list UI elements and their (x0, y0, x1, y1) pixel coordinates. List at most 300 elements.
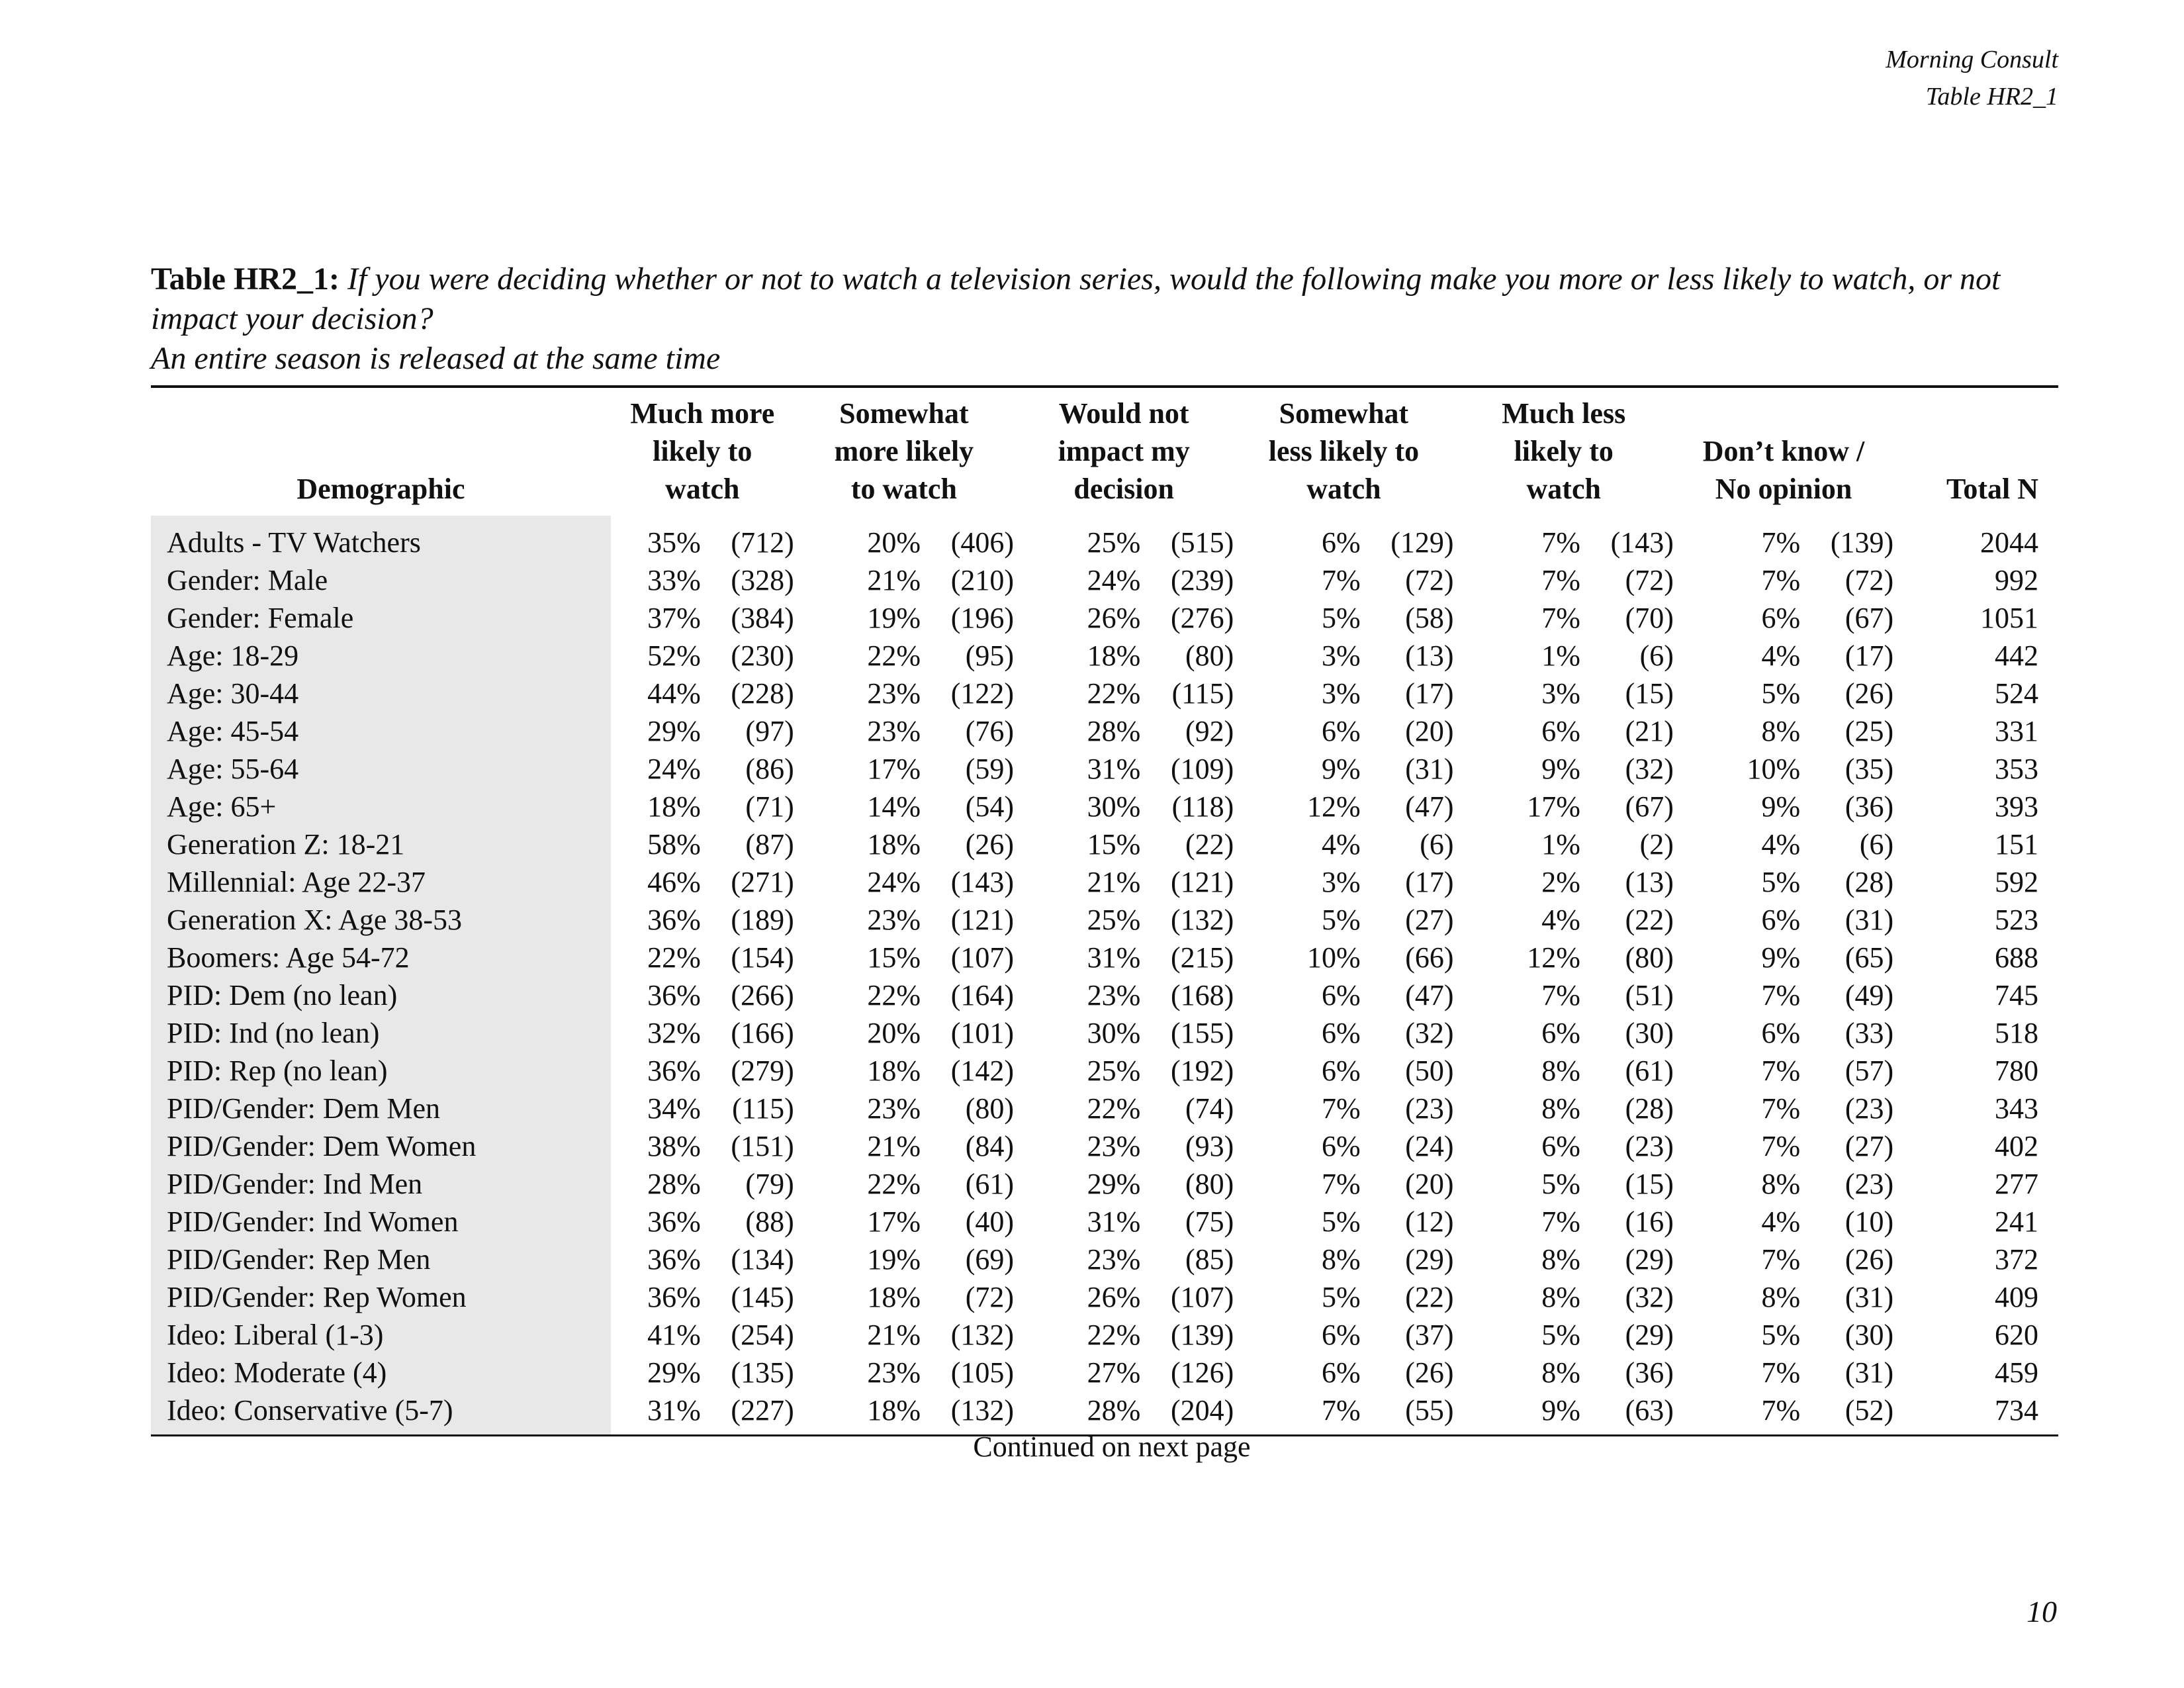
cell-percent: 22% (1087, 1319, 1141, 1351)
col-header-demographic: Demographic (296, 473, 465, 505)
cell-count: (384) (731, 602, 794, 634)
cell-count: (168) (1170, 979, 1234, 1011)
cell-percent: 36% (647, 1055, 701, 1087)
cell-count: (72) (965, 1281, 1015, 1313)
cell-count: (27) (1844, 1130, 1894, 1162)
table-row (151, 637, 2058, 675)
cell-count: (121) (1170, 866, 1234, 898)
cell-percent: 27% (1087, 1356, 1141, 1389)
cell-percent: 17% (867, 1205, 921, 1238)
cell-count: (26) (1844, 677, 1894, 710)
cell-count: (70) (1625, 602, 1674, 634)
cell-percent: 10% (1306, 941, 1361, 974)
cell-count: (109) (1170, 753, 1234, 785)
cell-percent: 24% (647, 753, 701, 785)
cell-count: (79) (745, 1168, 794, 1200)
cell-count: (76) (965, 715, 1015, 747)
cell-count: (26) (1405, 1356, 1454, 1389)
table-row (151, 675, 2058, 712)
cell-percent: 19% (867, 1243, 921, 1276)
cell-count: (32) (1625, 1281, 1674, 1313)
cell-total-n: 353 (1995, 753, 2038, 785)
cell-percent: 23% (1087, 1243, 1141, 1276)
cell-count: (75) (1185, 1205, 1234, 1238)
row-demographic: PID/Gender: Dem Women (151, 1127, 611, 1165)
cell-count: (31) (1844, 904, 1894, 936)
cell-total-n: 523 (1995, 904, 2038, 936)
cell-percent: 21% (867, 1130, 921, 1162)
table-title (151, 259, 2057, 379)
cell-percent: 26% (1087, 602, 1141, 634)
cell-percent: 29% (647, 715, 701, 747)
cell-percent: 7% (1761, 1356, 1801, 1389)
table-row (151, 1241, 2058, 1278)
cell-count: (266) (731, 979, 794, 1011)
cell-count: (49) (1844, 979, 1894, 1011)
cell-count: (227) (731, 1394, 794, 1427)
cell-percent: 9% (1541, 1394, 1580, 1427)
cell-percent: 9% (1761, 941, 1801, 974)
cell-percent: 8% (1321, 1243, 1361, 1276)
cell-percent: 4% (1761, 1205, 1801, 1238)
col-header-no-impact: Would not impact my decision (1058, 397, 1190, 505)
table-row (151, 1127, 2058, 1165)
cell-count: (328) (731, 564, 794, 596)
cell-count: (63) (1625, 1394, 1674, 1427)
row-demographic: Age: 65+ (151, 788, 611, 825)
table-row (151, 1165, 2058, 1203)
cell-percent: 36% (647, 904, 701, 936)
cell-percent: 3% (1321, 866, 1361, 898)
cell-percent: 7% (1541, 526, 1580, 559)
cell-count: (13) (1405, 639, 1454, 672)
table-body (151, 516, 2058, 1434)
cell-total-n: 780 (1995, 1055, 2038, 1087)
table-row (151, 1354, 2058, 1391)
cell-count: (52) (1844, 1394, 1894, 1427)
cell-percent: 1% (1541, 828, 1580, 861)
cell-percent: 31% (647, 1394, 701, 1427)
cell-percent: 36% (647, 1205, 701, 1238)
cell-count: (27) (1405, 904, 1454, 936)
table-row (151, 712, 2058, 750)
cell-count: (50) (1405, 1055, 1454, 1087)
cell-percent: 7% (1761, 1394, 1801, 1427)
cell-percent: 6% (1761, 1017, 1801, 1049)
cell-total-n: 409 (1995, 1281, 2038, 1313)
cell-count: (145) (731, 1281, 794, 1313)
cell-count: (29) (1405, 1243, 1454, 1276)
cell-count: (22) (1405, 1281, 1454, 1313)
row-demographic: Age: 55-64 (151, 750, 611, 788)
cell-count: (80) (965, 1092, 1015, 1125)
cell-percent: 23% (1087, 1130, 1141, 1162)
cell-count: (154) (731, 941, 794, 974)
cell-percent: 6% (1321, 1130, 1361, 1162)
table-question: If you were deciding whether or not to watch a television series, would the following make you more or less likely to watch, or not impact your decision? (151, 261, 2001, 336)
cell-percent: 31% (1087, 753, 1141, 785)
cell-total-n: 459 (1995, 1356, 2038, 1389)
cell-count: (115) (732, 1092, 794, 1125)
cell-percent: 36% (647, 1281, 701, 1313)
cell-percent: 8% (1761, 715, 1801, 747)
cell-count: (67) (1844, 602, 1894, 634)
table-row (151, 516, 2058, 561)
cell-count: (239) (1170, 564, 1234, 596)
cell-percent: 22% (867, 1168, 921, 1200)
page-header (1886, 41, 2058, 115)
cell-count: (155) (1170, 1017, 1234, 1049)
cell-count: (406) (950, 526, 1015, 559)
row-demographic: Generation Z: 18-21 (151, 825, 611, 863)
cell-total-n: 592 (1995, 866, 2038, 898)
cell-percent: 28% (1087, 1394, 1141, 1427)
cell-percent: 22% (867, 979, 921, 1011)
cell-total-n: 518 (1995, 1017, 2038, 1049)
cell-count: (105) (950, 1356, 1015, 1389)
table-row (151, 1278, 2058, 1316)
row-demographic: Millennial: Age 22-37 (151, 863, 611, 901)
cell-count: (279) (731, 1055, 794, 1087)
cell-count: (29) (1625, 1243, 1674, 1276)
table-row (151, 750, 2058, 788)
cell-percent: 8% (1541, 1281, 1580, 1313)
cell-count: (712) (731, 526, 794, 559)
cell-count: (31) (1844, 1356, 1894, 1389)
cell-count: (95) (965, 639, 1015, 672)
cell-count: (88) (745, 1205, 794, 1238)
cell-count: (84) (965, 1130, 1015, 1162)
cell-count: (31) (1405, 753, 1454, 785)
cell-count: (139) (1830, 526, 1894, 559)
table-row (151, 788, 2058, 825)
cell-count: (192) (1170, 1055, 1234, 1087)
cell-count: (15) (1625, 1168, 1674, 1200)
cell-percent: 6% (1321, 715, 1361, 747)
cell-percent: 23% (867, 715, 921, 747)
cell-count: (189) (731, 904, 794, 936)
cell-count: (101) (950, 1017, 1015, 1049)
cell-percent: 23% (1087, 979, 1141, 1011)
cell-total-n: 343 (1995, 1092, 2038, 1125)
cell-count: (30) (1844, 1319, 1894, 1351)
cell-total-n: 2044 (1980, 526, 2038, 559)
cell-count: (33) (1844, 1017, 1894, 1049)
cell-count: (31) (1844, 1281, 1894, 1313)
table-row (151, 561, 2058, 599)
cell-percent: 5% (1761, 1319, 1801, 1351)
cell-total-n: 688 (1995, 941, 2038, 974)
cell-count: (17) (1405, 866, 1454, 898)
cell-percent: 7% (1321, 1092, 1361, 1125)
cell-count: (67) (1625, 790, 1674, 823)
cell-count: (28) (1844, 866, 1894, 898)
cell-percent: 4% (1321, 828, 1361, 861)
cell-count: (151) (731, 1130, 794, 1162)
cell-percent: 6% (1321, 1319, 1361, 1351)
cell-percent: 18% (647, 790, 701, 823)
cell-percent: 7% (1761, 1130, 1801, 1162)
cell-percent: 36% (647, 979, 701, 1011)
cell-count: (228) (731, 677, 794, 710)
cell-count: (22) (1625, 904, 1674, 936)
col-header-somewhat-more: Somewhat more likely to watch (834, 397, 974, 505)
cell-count: (93) (1185, 1130, 1234, 1162)
cell-total-n: 1051 (1980, 602, 2038, 634)
cell-percent: 9% (1321, 753, 1361, 785)
cell-percent: 6% (1321, 526, 1361, 559)
cell-count: (37) (1405, 1319, 1454, 1351)
cell-percent: 7% (1761, 564, 1801, 596)
cell-percent: 18% (867, 828, 921, 861)
cell-percent: 9% (1761, 790, 1801, 823)
cell-percent: 14% (867, 790, 921, 823)
cell-count: (61) (965, 1168, 1015, 1200)
col-header-somewhat-less: Somewhat less likely to watch (1268, 397, 1420, 505)
cell-total-n: 402 (1995, 1130, 2038, 1162)
cell-count: (164) (950, 979, 1015, 1011)
table-row (151, 901, 2058, 939)
cell-percent: 4% (1541, 904, 1580, 936)
cell-count: (85) (1185, 1243, 1234, 1276)
row-demographic: Gender: Female (151, 599, 611, 637)
cell-count: (72) (1625, 564, 1674, 596)
col-header-dont-know: Don’t know / No opinion (1702, 435, 1865, 505)
cell-count: (55) (1405, 1394, 1454, 1427)
cell-count: (132) (950, 1394, 1015, 1427)
cell-count: (65) (1844, 941, 1894, 974)
cell-count: (515) (1170, 526, 1234, 559)
cell-percent: 23% (867, 1092, 921, 1125)
cell-percent: 52% (647, 639, 701, 672)
cell-count: (80) (1625, 941, 1674, 974)
cell-percent: 5% (1761, 866, 1801, 898)
cell-count: (107) (950, 941, 1015, 974)
cell-count: (21) (1625, 715, 1674, 747)
cell-count: (196) (950, 602, 1015, 634)
page-number: 10 (2026, 1595, 2057, 1628)
cell-percent: 3% (1321, 639, 1361, 672)
cell-percent: 7% (1761, 1243, 1801, 1276)
cell-count: (57) (1844, 1055, 1894, 1087)
table-row (151, 939, 2058, 976)
cell-count: (23) (1625, 1130, 1674, 1162)
cell-percent: 29% (647, 1356, 701, 1389)
cell-count: (139) (1170, 1319, 1234, 1351)
cell-percent: 7% (1541, 1205, 1580, 1238)
row-demographic: Boomers: Age 54-72 (151, 939, 611, 976)
table-row (151, 863, 2058, 901)
row-demographic: Adults - TV Watchers (151, 516, 611, 561)
cell-percent: 36% (647, 1243, 701, 1276)
cell-count: (72) (1844, 564, 1894, 596)
cell-total-n: 331 (1995, 715, 2038, 747)
row-demographic: Ideo: Liberal (1-3) (151, 1316, 611, 1354)
cell-count: (210) (950, 564, 1015, 596)
col-header-much-less: Much less likely to watch (1502, 397, 1626, 505)
row-demographic: PID/Gender: Ind Women (151, 1203, 611, 1241)
cell-count: (10) (1844, 1205, 1894, 1238)
cell-total-n: 620 (1995, 1319, 2038, 1351)
cell-percent: 22% (1087, 1092, 1141, 1125)
cell-percent: 23% (867, 1356, 921, 1389)
cell-percent: 30% (1087, 1017, 1141, 1049)
cell-percent: 6% (1761, 904, 1801, 936)
cell-total-n: 442 (1995, 639, 2038, 672)
cell-count: (80) (1185, 1168, 1234, 1200)
cell-count: (166) (731, 1017, 794, 1049)
cell-percent: 6% (1321, 1356, 1361, 1389)
row-demographic: Age: 18-29 (151, 637, 611, 675)
row-demographic: Ideo: Moderate (4) (151, 1354, 611, 1391)
cell-count: (143) (950, 866, 1015, 898)
cell-count: (97) (745, 715, 794, 747)
cell-count: (20) (1405, 715, 1454, 747)
cell-count: (230) (731, 639, 794, 672)
cell-percent: 58% (647, 828, 701, 861)
table-row (151, 825, 2058, 863)
cell-percent: 8% (1761, 1281, 1801, 1313)
cell-count: (74) (1185, 1092, 1234, 1125)
cell-count: (15) (1625, 677, 1674, 710)
cell-percent: 7% (1321, 564, 1361, 596)
cell-percent: 46% (647, 866, 701, 898)
cell-percent: 33% (647, 564, 701, 596)
table-row (151, 1391, 2058, 1434)
table-row (151, 1203, 2058, 1241)
cell-percent: 15% (867, 941, 921, 974)
cell-count: (23) (1844, 1168, 1894, 1200)
cell-percent: 6% (1321, 979, 1361, 1011)
cell-percent: 30% (1087, 790, 1141, 823)
cell-count: (54) (965, 790, 1015, 823)
cell-percent: 9% (1541, 753, 1580, 785)
cell-percent: 1% (1541, 639, 1580, 672)
cell-percent: 6% (1541, 1130, 1580, 1162)
table-row (151, 599, 2058, 637)
cell-percent: 23% (867, 904, 921, 936)
cell-percent: 21% (867, 564, 921, 596)
cell-percent: 7% (1761, 526, 1801, 559)
cell-count: (6) (1859, 828, 1894, 861)
cell-count: (69) (965, 1243, 1015, 1276)
cell-percent: 41% (647, 1319, 701, 1351)
cell-percent: 8% (1541, 1243, 1580, 1276)
cell-count: (87) (745, 828, 794, 861)
table-row (151, 1014, 2058, 1052)
cell-total-n: 745 (1995, 979, 2038, 1011)
cell-count: (61) (1625, 1055, 1674, 1087)
cell-total-n: 393 (1995, 790, 2038, 823)
cell-percent: 6% (1541, 715, 1580, 747)
cell-total-n: 992 (1995, 564, 2038, 596)
col-header-total-n: Total N (1946, 473, 2038, 505)
cell-count: (254) (731, 1319, 794, 1351)
cell-count: (47) (1405, 790, 1454, 823)
cell-count: (204) (1170, 1394, 1234, 1427)
cell-count: (59) (965, 753, 1015, 785)
cell-percent: 5% (1321, 602, 1361, 634)
cell-count: (26) (1844, 1243, 1894, 1276)
header-row (151, 388, 2058, 516)
cell-count: (36) (1625, 1356, 1674, 1389)
cell-count: (22) (1185, 828, 1234, 861)
cell-percent: 19% (867, 602, 921, 634)
cell-count: (30) (1625, 1017, 1674, 1049)
cell-percent: 7% (1761, 1092, 1801, 1125)
cell-percent: 2% (1541, 866, 1580, 898)
row-demographic: Gender: Male (151, 561, 611, 599)
row-demographic: PID/Gender: Rep Men (151, 1241, 611, 1278)
row-demographic: PID/Gender: Rep Women (151, 1278, 611, 1316)
row-demographic: PID: Ind (no lean) (151, 1014, 611, 1052)
cell-percent: 18% (867, 1281, 921, 1313)
cell-count: (142) (950, 1055, 1015, 1087)
cell-count: (215) (1170, 941, 1234, 974)
cell-percent: 4% (1761, 828, 1801, 861)
cell-count: (121) (950, 904, 1015, 936)
cell-count: (118) (1171, 790, 1234, 823)
header-org: Morning Consult (1886, 46, 2058, 73)
cell-percent: 25% (1087, 526, 1141, 559)
cell-count: (107) (1170, 1281, 1234, 1313)
cell-percent: 7% (1541, 979, 1580, 1011)
cell-percent: 44% (647, 677, 701, 710)
cell-percent: 8% (1541, 1356, 1580, 1389)
row-demographic: Age: 30-44 (151, 675, 611, 712)
cell-count: (16) (1625, 1205, 1674, 1238)
cell-percent: 5% (1541, 1168, 1580, 1200)
cell-count: (271) (731, 866, 794, 898)
cell-count: (122) (950, 677, 1015, 710)
cell-count: (47) (1405, 979, 1454, 1011)
cell-count: (12) (1405, 1205, 1454, 1238)
cell-count: (276) (1170, 602, 1234, 634)
cell-percent: 18% (1087, 639, 1141, 672)
cell-count: (25) (1844, 715, 1894, 747)
cell-percent: 5% (1321, 904, 1361, 936)
col-header-much-more: Much more likely to watch (630, 397, 775, 505)
cell-percent: 31% (1087, 941, 1141, 974)
cell-percent: 21% (1087, 866, 1141, 898)
cell-count: (66) (1405, 941, 1454, 974)
table-title-label: Table HR2_1: (151, 261, 340, 297)
cell-count: (17) (1405, 677, 1454, 710)
cell-percent: 35% (647, 526, 701, 559)
cell-percent: 17% (867, 753, 921, 785)
table-row (151, 1090, 2058, 1127)
cell-count: (80) (1185, 639, 1234, 672)
cell-percent: 12% (1527, 941, 1580, 974)
continued-note: Continued on next page (973, 1430, 1251, 1463)
cell-percent: 23% (867, 677, 921, 710)
cell-percent: 22% (1087, 677, 1141, 710)
cell-total-n: 151 (1995, 828, 2038, 861)
cell-percent: 3% (1321, 677, 1361, 710)
cell-percent: 3% (1541, 677, 1580, 710)
cell-percent: 37% (647, 602, 701, 634)
cell-percent: 7% (1541, 564, 1580, 596)
cell-percent: 22% (647, 941, 701, 974)
row-demographic: PID/Gender: Ind Men (151, 1165, 611, 1203)
cell-percent: 32% (647, 1017, 701, 1049)
cell-total-n: 372 (1995, 1243, 2038, 1276)
table-row (151, 1316, 2058, 1354)
cell-count: (135) (731, 1356, 794, 1389)
cell-total-n: 241 (1995, 1205, 2038, 1238)
crosstab-table (151, 385, 2058, 1436)
row-demographic: Age: 45-54 (151, 712, 611, 750)
